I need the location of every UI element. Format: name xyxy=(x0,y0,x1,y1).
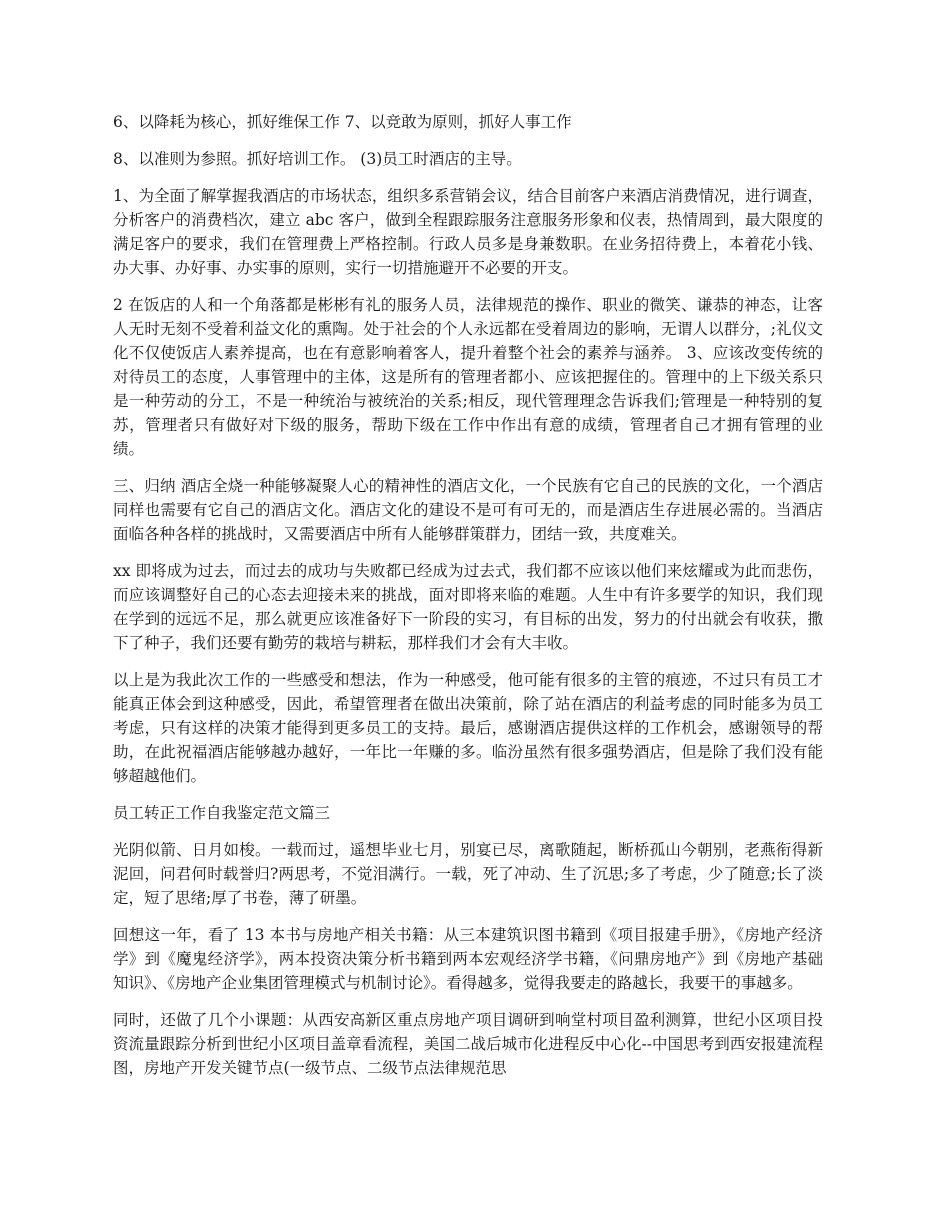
paragraph-10: 同时，还做了几个小课题：从西安高新区重点房地产项目调研到响堂村项目盈利测算，世纪小区项目投资流量跟踪分析到世纪小区项目盖章看流程，美国二战后城市化进程反中心化--中国思考到西安报建流程图，房地产开发关键节点(一级节点、二级节点法律规范思 xyxy=(113,1011,823,1077)
paragraph-5: 三、归纳 酒店全烧一种能够凝聚人心的精神性的酒店文化，一个民族有它自己的民族的文化，一个酒店同样也需要有它自己的酒店文化。酒店文化的建设不是可有可无的，而是酒店生存进展必需的。当酒店面临各种各样的挑战时，又需要酒店中所有人能够群策群力，团结一致，共度难关。 xyxy=(113,477,823,543)
paragraph-2: 8、以准则为参照。抓好培训工作。 (3)员工时酒店的主导。 xyxy=(113,150,522,168)
paragraph-9: 回想这一年，看了 13 本书与房地产相关书籍：从三本建筑识图书籍到《项目报建手册》，《房地产经济学》到《魔鬼经济学》，两本投资决策分析书籍到两本宏观经济学书籍，《问鼎房地产》到《房地产基础知识》、《房地产企业集团管理模式与机制讨论》。看得越多，觉得我要走的路越长，我要干的事越多。 xyxy=(113,926,823,992)
paragraph-7: 以上是为我此次工作的一些感受和想法，作为一种感受，他可能有很多的主管的痕迹，不过只有员工才能真正体会到这种感受，因此，希望管理者在做出决策前，除了站在酒店的利益考虑的同时能多为员工考虑，只有这样的决策才能得到更多员工的支持。最后，感谢酒店提供这样的工作机会，感谢领导的帮助，在此祝福酒店能够越办越好，一年比一年赚的多。临汾虽然有很多强势酒店，但是除了我们没有能够超越他们。 xyxy=(113,671,823,785)
paragraph-3: 1、为全面了解掌握我酒店的市场状态，组织多系营销会议，结合目前客户来酒店消费情况，进行调查，分析客户的消费档次，建立 abc 客户，做到全程跟踪服务注意服务形象和仪表，热情周到，最大限度的满足客户的要求，我们在管理费上严格控制。行政人员多是身兼数职。在业务招待费上，本着花小钱、办大事、办好事、办实事的原则，实行一切措施避开不必要的开支。 xyxy=(113,187,823,277)
section-heading: 员工转正工作自我鉴定范文篇三 xyxy=(113,804,331,822)
document-page xyxy=(113,110,823,1093)
paragraph-4: 2 在饭店的人和一个角落都是彬彬有礼的服务人员，法律规范的操作、职业的微笑、谦恭的神态，让客人无时无刻不受着利益文化的熏陶。处于社会的个人永远都在受着周边的影响，无谓人以群分，;礼仪文化不仅使饭店人素养提高，也在有意影响着客人，提升着整个社会的素养与涵养。 3、应该改变传统的对待员工的态度，人事管理中的主体，这是所有的管理者都小、应该把握住的。管理中的上下级关系只是一种劳动的分工，不是一种统治与被统治的关系;相反，现代管理理念告诉我们;管理是一种特别的复苏，管理者只有做好对下级的服务，帮助下级在工作中作出有意的成绩，管理者自己才拥有管理的业绩。 xyxy=(113,296,823,458)
paragraph-6: xx 即将成为过去，而过去的成功与失败都已经成为过去式，我们都不应该以他们来炫耀或为此而悲伤，而应该调整好自己的心态去迎接未来的挑战，面对即将来临的难题。人生中有许多要学的知识，我们现在学到的远远不足，那么就更应该准备好下一阶段的实习，有目标的出发，努力的付出就会有收获，撒下了种子，我们还要有勤劳的栽培与耕耘，那样我们才会有大丰收。 xyxy=(113,562,823,652)
paragraph-8: 光阴似箭、日月如梭。一载而过，遥想毕业七月，别宴已尽，离歌随起，断桥孤山今朝别，老燕衔得新泥回，问君何时载誉归?两思考，不觉泪满行。一载，死了冲动、生了沉思;多了考虑，少了随意;长了淡定，短了思绪;厚了书卷，薄了研墨。 xyxy=(113,841,823,907)
paragraph-1: 6、以降耗为核心，抓好维保工作 7、以竞敢为原则，抓好人事工作 xyxy=(113,113,572,131)
